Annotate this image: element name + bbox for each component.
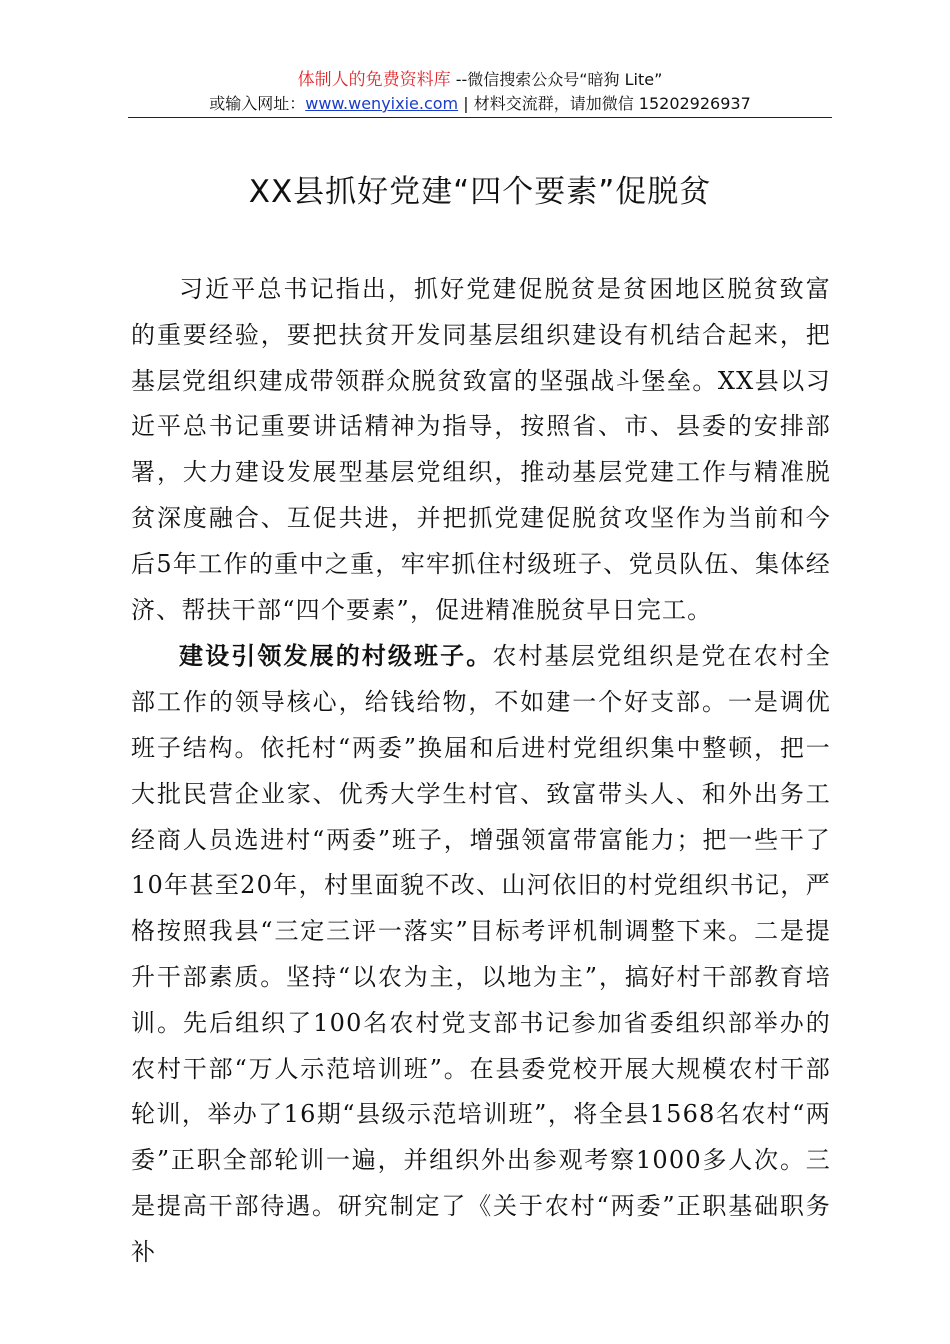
paragraph-text: 农村基层党组织是党在农村全部工作的领导核心，给钱给物，不如建一个好支部。一是调优班子结构。依托村“两委”换届和后进村党组织集中整顿，把一大批民营企业家、优秀大学生村官、致富带头人、和外出务工经商人员选进村“两委”班子，增强领富带富能力；把一些干了10年甚至20年，村里面貌不改、山河依旧的村党组织书记，严格按照我县“三定三评一落实”目标考评机制调整下来。二是提升干部素质。坚持“以农为主，以地为主”，搞好村干部教育培训。先后组织了100名农村党支部书记参加省委组织部举办的农村干部“万人示范培训班”。在县委党校开展大规模农村干部轮训，举办了16期“县级示范培训班”，将全县1568名农村“两委”正职全部轮训一遍，并组织外出参观考察1000多人次。三是提高干部待遇。研究制定了《关于农村“两委”正职基础职务补 bbox=[131, 642, 831, 1266]
header-website-link[interactable]: www.wenyixie.com bbox=[305, 94, 459, 113]
document-body bbox=[131, 267, 831, 1276]
page-header bbox=[128, 68, 832, 116]
header-brand: 体制人的免费资料库 bbox=[297, 70, 451, 90]
header-contact: 材料交流群，请加微信 15202926937 bbox=[473, 94, 751, 113]
header-divider bbox=[128, 117, 832, 118]
header-promo-line bbox=[128, 68, 832, 92]
header-url-prefix: 或输入网址： bbox=[209, 94, 306, 113]
header-contact-line bbox=[128, 92, 832, 116]
paragraph-heading: 建设引领发展的村级班子。 bbox=[179, 641, 493, 671]
document-title: XX县抓好党建“四个要素”促脱贫 bbox=[248, 174, 712, 210]
header-separator: | bbox=[458, 94, 474, 113]
paragraph-village-committee bbox=[131, 633, 831, 1275]
paragraph-intro: 习近平总书记指出，抓好党建促脱贫是贫困地区脱贫致富的重要经验，要把扶贫开发同基层组织建设有机结合起来，把基层党组织建成带领群众脱贫致富的坚强战斗堡垒。XX县以习近平总书记重要讲话精神为指导，按照省、市、县委的安排部署，大力建设发展型基层党组织，推动基层党建工作与精准脱贫深度融合、互促共进，并把抓党建促脱贫攻坚作为当前和今后5年工作的重中之重，牢牢抓住村级班子、党员队伍、集体经济、帮扶干部“四个要素”，促进精准脱贫早日完工。 bbox=[131, 275, 831, 624]
header-tagline: --微信搜索公众号“暗狗 Lite” bbox=[450, 70, 663, 89]
